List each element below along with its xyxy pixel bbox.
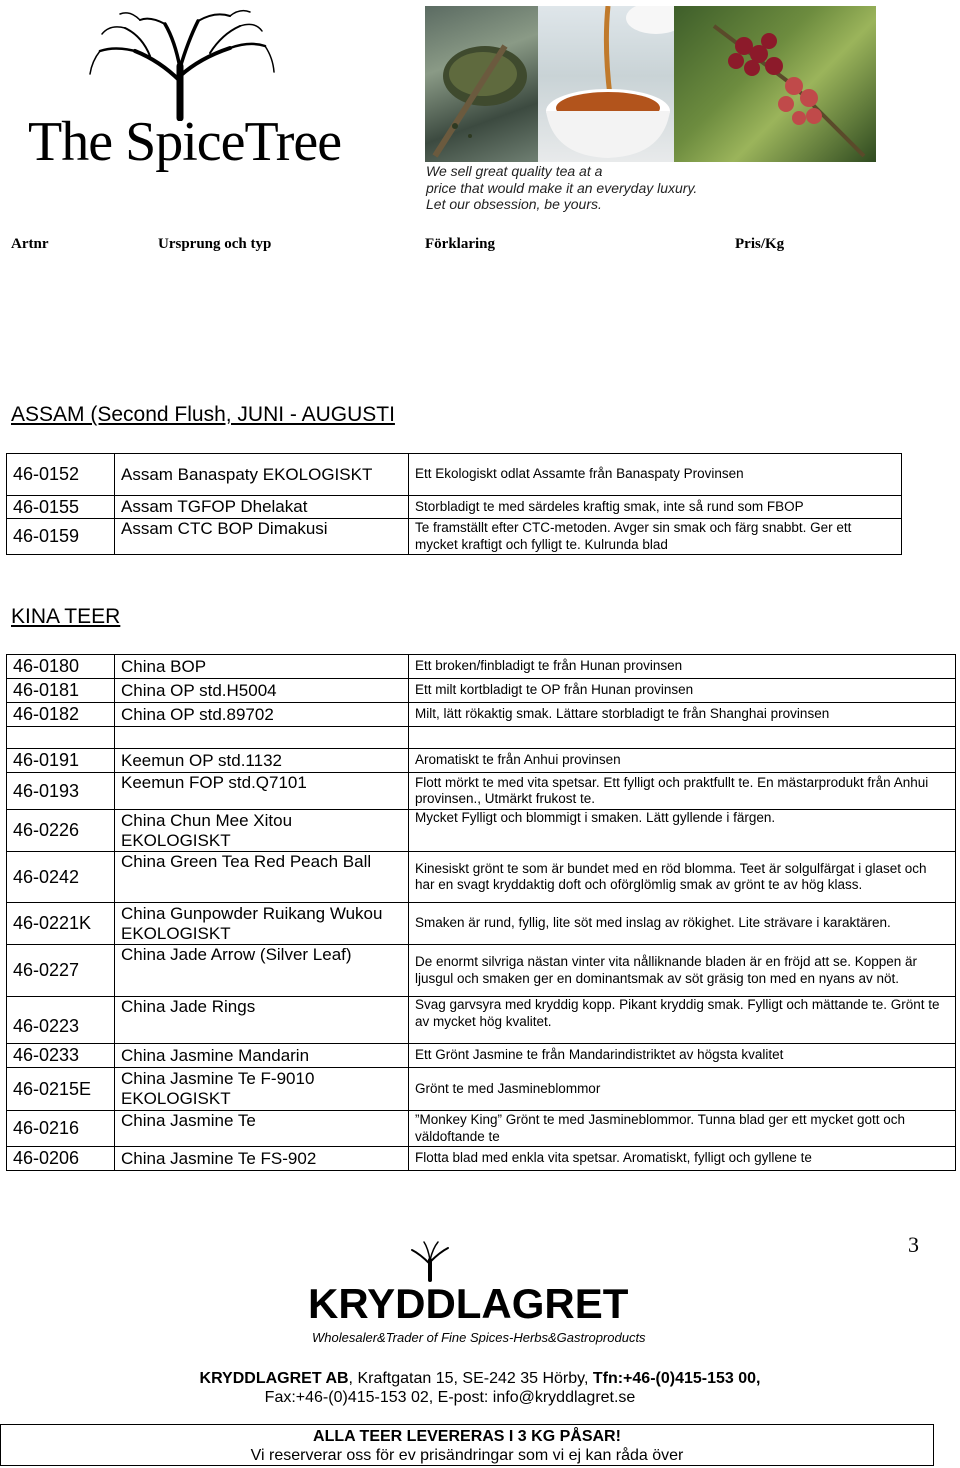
desc-cell: Ett Grönt Jasmine te från Mandarindistriktet av högsta kvalitet <box>409 1044 956 1068</box>
page-number: 3 <box>908 1232 919 1257</box>
name-cell: Keemun OP std.1132 <box>115 749 409 773</box>
tea-cup-photo <box>538 6 674 162</box>
desc-cell: Milt, lätt rökaktig smak. Lättare storbladigt te från Shanghai provinsen <box>409 703 956 727</box>
desc-cell: Svag garvsyra med kryddig kopp. Pikant kryddig smak. Fylligt och mättande te. Grönt te av mycket hög kvalitet. <box>409 997 956 1044</box>
table-row <box>7 703 956 727</box>
desc-cell <box>409 727 956 749</box>
table-row <box>7 519 902 555</box>
table-row <box>7 749 956 773</box>
name-cell <box>115 727 409 749</box>
column-header-forklaring: Förklaring <box>425 236 495 252</box>
artnr-cell: 46-0215E <box>7 1068 115 1111</box>
section-title-assam: ASSAM (Second Flush, JUNI - AUGUSTI <box>11 403 395 426</box>
table-row <box>7 945 956 997</box>
name-cell: China OP std.89702 <box>115 703 409 727</box>
desc-cell: Smaken är rund, fyllig, lite söt med inslag av rökighet. Lite strävare i karaktären. <box>409 903 956 945</box>
desc-cell: De enormt silvriga nästan vinter vita nålliknande bladen är en fröjd att se. Koppen är ljusgul och smaken ger en dominantsmak av söt gräsig ton med en nyans av nöt. <box>409 945 956 997</box>
artnr-cell: 46-0226 <box>7 810 115 852</box>
delivery-notice-box <box>0 1424 934 1466</box>
artnr-cell: 46-0233 <box>7 1044 115 1068</box>
tagline-line: Let our obsession, be yours. <box>426 196 602 212</box>
table-row <box>7 655 956 679</box>
price-change-notice: Vi reserverar oss för ev prisändringar som vi ej kan råda över <box>250 1447 684 1464</box>
table-row <box>7 997 956 1044</box>
desc-cell: Te framställt efter CTC-metoden. Avger sin smak och färg snabbt. Ger ett mycket kraftigt och fylligt te. Kulrunda blad <box>409 519 902 555</box>
kryddlagret-logo-name: KRYDDLAGRET <box>308 1280 629 1327</box>
artnr-cell: 46-0181 <box>7 679 115 703</box>
name-cell: China Chun Mee Xitou EKOLOGISKT <box>115 810 409 852</box>
table-row <box>7 1044 956 1068</box>
spice-tree-logo-icon <box>80 6 280 121</box>
name-cell: China Green Tea Red Peach Ball <box>115 852 409 903</box>
table-row-empty <box>7 727 956 749</box>
artnr-cell <box>7 727 115 749</box>
company-phone: Tfn:+46-(0)415-153 00, <box>592 1370 761 1387</box>
desc-cell: ”Monkey King” Grönt te med Jasmineblommor. Tunna blad ger ett mycket gott och väldoftande te <box>409 1111 956 1147</box>
desc-cell: Flotta blad med enkla vita spetsar. Aromatiskt, fylligt och gyllene te <box>409 1147 956 1171</box>
artnr-cell: 46-0159 <box>7 519 115 555</box>
name-cell: China Jasmine Te FS-902 <box>115 1147 409 1171</box>
desc-cell: Mycket Fylligt och blommigt i smaken. Lätt gyllende i färgen. <box>409 810 956 852</box>
name-cell: China OP std.H5004 <box>115 679 409 703</box>
desc-cell: Ett milt kortbladigt te OP från Hunan provinsen <box>409 679 956 703</box>
desc-cell: Grönt te med Jasmineblommor <box>409 1068 956 1111</box>
name-cell: Assam TGFOP Dhelakat <box>115 496 409 519</box>
tea-leaves-photo <box>425 6 538 162</box>
artnr-cell: 46-0242 <box>7 852 115 903</box>
company-name: KRYDDLAGRET AB <box>199 1370 349 1387</box>
table-row <box>7 1147 956 1171</box>
desc-cell: Kinesiskt grönt te som är bundet med en röd blomma. Teet är solgulfärgat i glaset och har en svagt kryddaktig doft och oförglömlig smak av grönt te av hög klass. <box>409 852 956 903</box>
artnr-cell: 46-0182 <box>7 703 115 727</box>
kryddlagret-logo-subtitle: Wholesaler&Trader of Fine Spices-Herbs&Gastroproducts <box>312 1330 646 1345</box>
table-row <box>7 1111 956 1147</box>
company-contact-line: Fax:+46-(0)415-153 02, E-post: info@kryddlagret.se <box>264 1389 636 1406</box>
name-cell: Assam CTC BOP Dimakusi <box>115 519 409 555</box>
delivery-notice-bold: ALLA TEER LEVERERAS I 3 KG PÅSAR! <box>313 1428 621 1445</box>
table-row <box>7 454 902 496</box>
name-cell: Keemun FOP std.Q7101 <box>115 773 409 810</box>
table-row <box>7 903 956 945</box>
table-row <box>7 773 956 810</box>
name-cell: China Gunpowder Ruikang Wukou EKOLOGISKT <box>115 903 409 945</box>
name-cell: China Jasmine Mandarin <box>115 1044 409 1068</box>
artnr-cell: 46-0155 <box>7 496 115 519</box>
table-row <box>7 852 956 903</box>
artnr-cell: 46-0180 <box>7 655 115 679</box>
name-cell: China Jasmine Te F-9010 EKOLOGISKT <box>115 1068 409 1111</box>
artnr-cell: 46-0221K <box>7 903 115 945</box>
desc-cell: Flott mörkt te med vita spetsar. Ett fylligt och praktfullt te. En mästarprodukt från Anhui provinsen., Utmärkt frukost te. <box>409 773 956 810</box>
tagline-line: We sell great quality tea at a <box>426 163 603 179</box>
kina-table <box>6 654 956 1171</box>
column-header-pris: Pris/Kg <box>735 236 785 252</box>
tagline-line: price that would make it an everyday luxury. <box>426 179 698 196</box>
table-row <box>7 679 956 703</box>
desc-cell: Storbladigt te med särdeles kraftig smak, inte så rund som FBOP <box>409 496 902 519</box>
desc-cell: Ett Ekologiskt odlat Assamte från Banaspaty Provinsen <box>409 454 902 496</box>
kryddlagret-emblem-icon <box>308 1238 598 1282</box>
artnr-cell: 46-0191 <box>7 749 115 773</box>
artnr-cell: 46-0216 <box>7 1111 115 1147</box>
artnr-cell: 46-0193 <box>7 773 115 810</box>
column-header-artnr: Artnr <box>11 236 49 252</box>
desc-cell: Ett broken/finbladigt te från Hunan provinsen <box>409 655 956 679</box>
section-title-kina: KINA TEER <box>11 605 121 628</box>
coffee-cherries-photo <box>674 6 876 162</box>
company-address: , Kraftgatan 15, SE-242 35 Hörby, <box>348 1370 593 1387</box>
artnr-cell: 46-0223 <box>7 997 115 1044</box>
logo-text: The SpiceTree <box>28 111 342 173</box>
table-row <box>7 496 902 519</box>
artnr-cell: 46-0152 <box>7 454 115 496</box>
name-cell: China Jasmine Te <box>115 1111 409 1147</box>
name-cell: Assam Banaspaty EKOLOGISKT <box>115 454 409 496</box>
table-row <box>7 1068 956 1111</box>
company-address-line <box>30 1370 930 1388</box>
column-header-ursprung: Ursprung och typ <box>158 236 272 252</box>
name-cell: China BOP <box>115 655 409 679</box>
assam-table <box>6 453 902 555</box>
name-cell: China Jade Arrow (Silver Leaf) <box>115 945 409 997</box>
artnr-cell: 46-0227 <box>7 945 115 997</box>
name-cell: China Jade Rings <box>115 997 409 1044</box>
table-row <box>7 810 956 852</box>
artnr-cell: 46-0206 <box>7 1147 115 1171</box>
desc-cell: Aromatiskt te från Anhui provinsen <box>409 749 956 773</box>
tagline <box>426 163 746 213</box>
